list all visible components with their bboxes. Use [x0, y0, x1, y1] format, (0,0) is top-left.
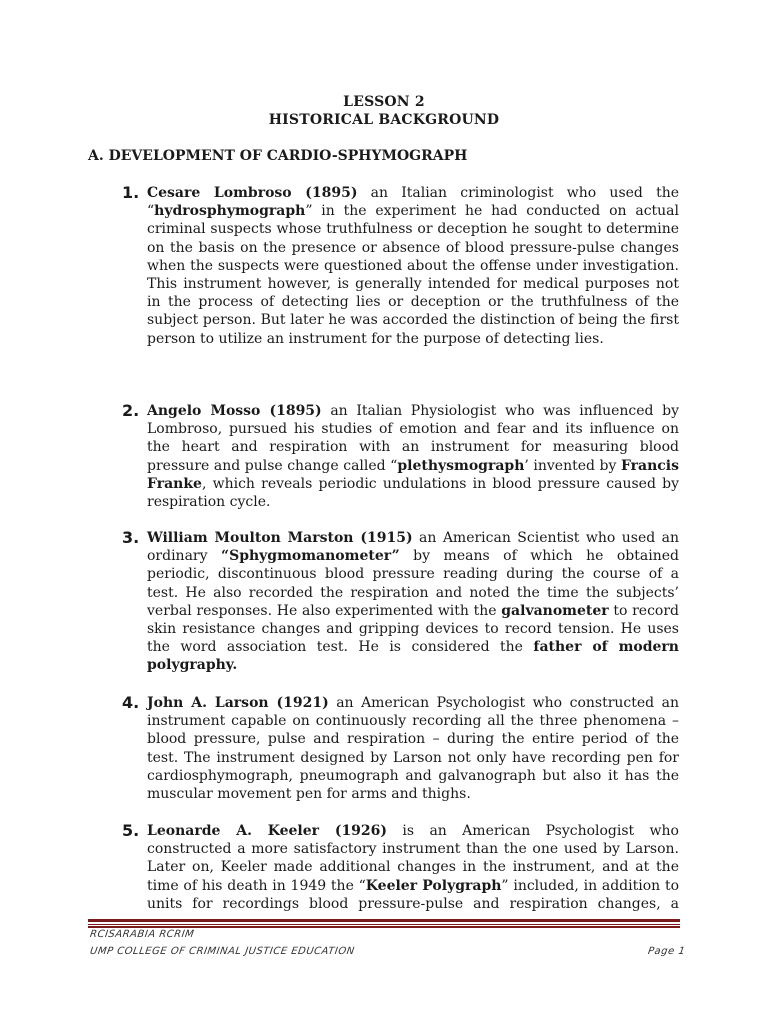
- item-text: [147, 822, 679, 913]
- text-run: ” in the experiment he had conducted on actual criminal suspects whose truthfulness or deception he sought to determine on the basis on the presence or absence of blood pressure-pulse changes when the suspects were questioned about the offense under investigation. This instrument however, is generally intended for medical purposes not in the process of detecting lies or deception or the truthfulness of the subject person. But later he was accorded the distinction of being the first person to utilize an instrument for the purpose of detecting lies.: [147, 203, 679, 347]
- bold-term: plethysmograph: [397, 457, 525, 474]
- item-text: [147, 184, 679, 348]
- section-heading: A. DEVELOPMENT OF CARDIO-SPHYMOGRAPH: [88, 148, 468, 164]
- item-number: 2.: [122, 401, 140, 420]
- text-run: ” included, in addition to units for recordings blood pressure-pulse and respiration changes, a: [147, 877, 679, 912]
- footer-rule: [88, 924, 680, 925]
- bold-term: Keeler Polygraph: [365, 877, 502, 894]
- bold-term: galvanometer: [501, 602, 609, 619]
- text-run: , which reveals periodic undulations in blood pressure caused by respiration cycle.: [147, 475, 679, 511]
- text-run: is an American Psychologist who constructed a more satisfactory instrument than the one used by Larson. Later on, Keeler made additional changes in the instrument, and at the time of his death in 1949 the “: [147, 823, 679, 894]
- item-number: 4.: [122, 693, 140, 712]
- text-run: an Italian criminologist who used the “: [147, 185, 680, 220]
- page-number: Page 1: [647, 946, 686, 957]
- bold-term: hydrosphymograph: [154, 203, 306, 220]
- text-run: by means of which he obtained periodic, discontinuous blood pressure reading during the course of a test. He also recorded the respiration and noted the time the subjects’ verbal responses. He also experimented with the: [147, 548, 679, 619]
- text-run: an American Psychologist who constructed an instrument capable on continuously recording all the three phenomena – blood pressure, pulse and respiration – during the entire period of the test. The instrument designed by Larson not only have recording pen for cardiosphymograph, pneumograph and galvanograph but also it has the muscular movement pen for arms and thighs.: [147, 695, 679, 803]
- footer-author: RCISARABIA RCRIM: [89, 929, 195, 940]
- bold-term: Cesare Lombroso (1895): [147, 185, 358, 201]
- text-run: an American Scientist who used an ordinary: [147, 530, 679, 565]
- list-item: [122, 694, 679, 803]
- bold-term: Angelo Mosso (1895): [147, 403, 322, 419]
- footer-rule: [88, 926, 680, 928]
- footer-rule: [88, 919, 680, 922]
- lesson-subtitle: HISTORICAL BACKGROUND: [268, 112, 500, 128]
- bold-term: “Sphygmomanometer”: [221, 548, 400, 565]
- item-text: [147, 694, 679, 803]
- item-text: [147, 402, 679, 511]
- list-item: [122, 184, 679, 348]
- bold-term: Francis Franke: [147, 457, 679, 492]
- footer-college: UMP COLLEGE OF CRIMINAL JUSTICE EDUCATION: [89, 946, 356, 957]
- item-text: [147, 529, 679, 675]
- text-run: to record skin resistance changes and gripping devices to record tension. He uses the word association test. He is considered the: [147, 602, 679, 656]
- item-number: 3.: [122, 528, 140, 547]
- item-number: 1.: [122, 183, 140, 202]
- bold-term: John A. Larson (1921): [147, 695, 329, 711]
- list-item: [122, 822, 679, 913]
- list-item: [122, 529, 679, 675]
- lesson-title: LESSON 2: [343, 94, 425, 110]
- item-number: 5.: [122, 821, 140, 840]
- bold-term: William Moulton Marston (1915): [147, 530, 413, 546]
- text-run: ’ invented by: [524, 457, 621, 474]
- bold-term: Leonarde A. Keeler (1926): [147, 823, 388, 839]
- list-item: [122, 402, 679, 511]
- text-run: an Italian Physiologist who was influenced by Lombroso, pursued his studies of emotion and fear and its influence on the heart and respiration with an instrument for measuring blood pressure and pulse change called “: [147, 403, 680, 474]
- bold-term: father of modern polygraphy.: [147, 639, 679, 674]
